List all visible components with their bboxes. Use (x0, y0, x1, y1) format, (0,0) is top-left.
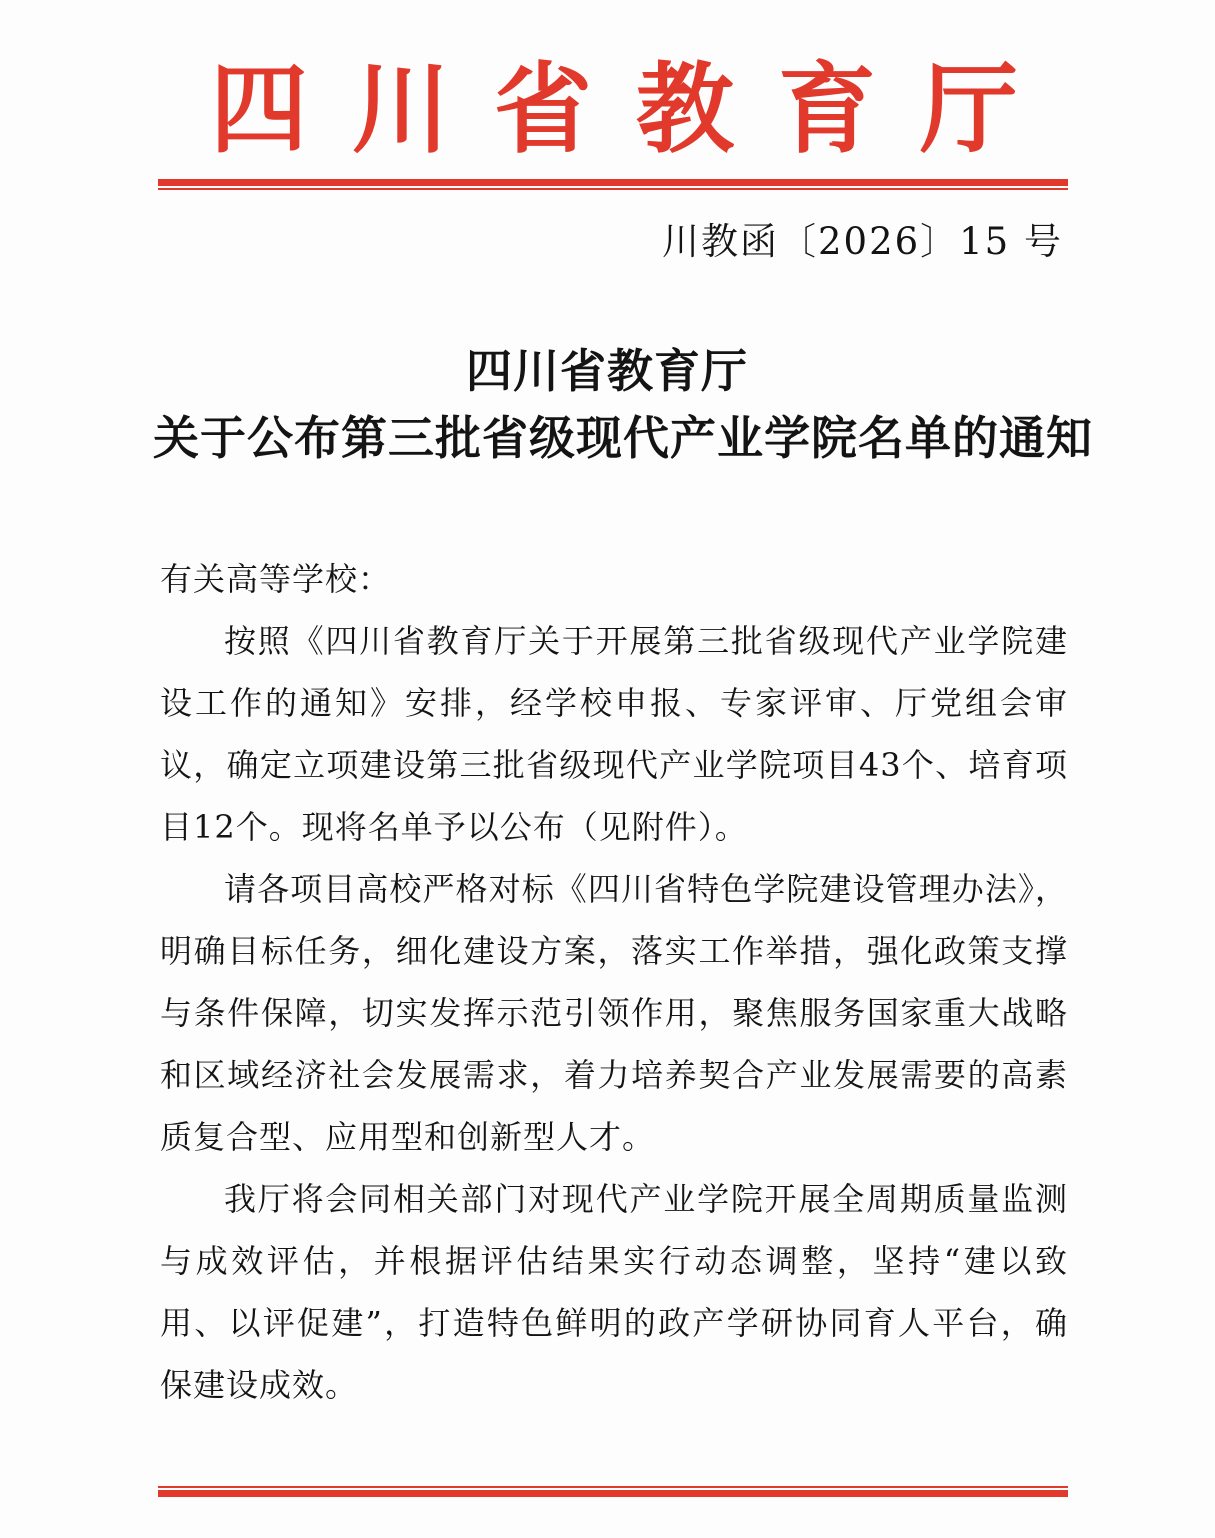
notice-body (160, 548, 1068, 1416)
notice-title-line2: 关于公布第三批省级现代产业学院名单的通知 (153, 411, 1093, 465)
document-number: 川教函〔2026〕15 号 (661, 220, 1063, 263)
paragraph-2: 请各项目高校严格对标《四川省特色学院建设管理办法》，明确目标任务，细化建设方案，落实工作举措，强化政策支撑与条件保障，切实发挥示范引领作用，聚焦服务国家重大战略和区域经济社会发展需求，着力培养契合产业发展需要的高素质复合型、应用型和创新型人才。 (160, 870, 1068, 1156)
letterhead-divider (158, 179, 1068, 190)
divider-thick-bar (158, 179, 1068, 186)
divider-thin-bar (158, 188, 1068, 190)
salutation: 有关高等学校： (160, 560, 392, 598)
agency-letterhead: 四川省教育厅 (209, 52, 1062, 167)
paragraph-3: 我厅将会同相关部门对现代产业学院开展全周期质量监测与成效评估，并根据评估结果实行动态调整，坚持“建以致用、以评促建”，打造特色鲜明的政产学研协同育人平台，确保建设成效。 (160, 1180, 1068, 1404)
paragraph-1: 按照《四川省教育厅关于开展第三批省级现代产业学院建设工作的通知》安排，经学校申报、专家评审、厅党组会审议，确定立项建设第三批省级现代产业学院项目43个、培育项目12个。现将名单予以公布（见附件）。 (160, 622, 1068, 846)
footer-divider (158, 1486, 1068, 1497)
notice-title (153, 338, 1093, 472)
footer-divider-thick-bar (158, 1490, 1068, 1497)
footer-divider-thin-bar (158, 1486, 1068, 1488)
notice-title-line1: 四川省教育厅 (466, 344, 748, 398)
